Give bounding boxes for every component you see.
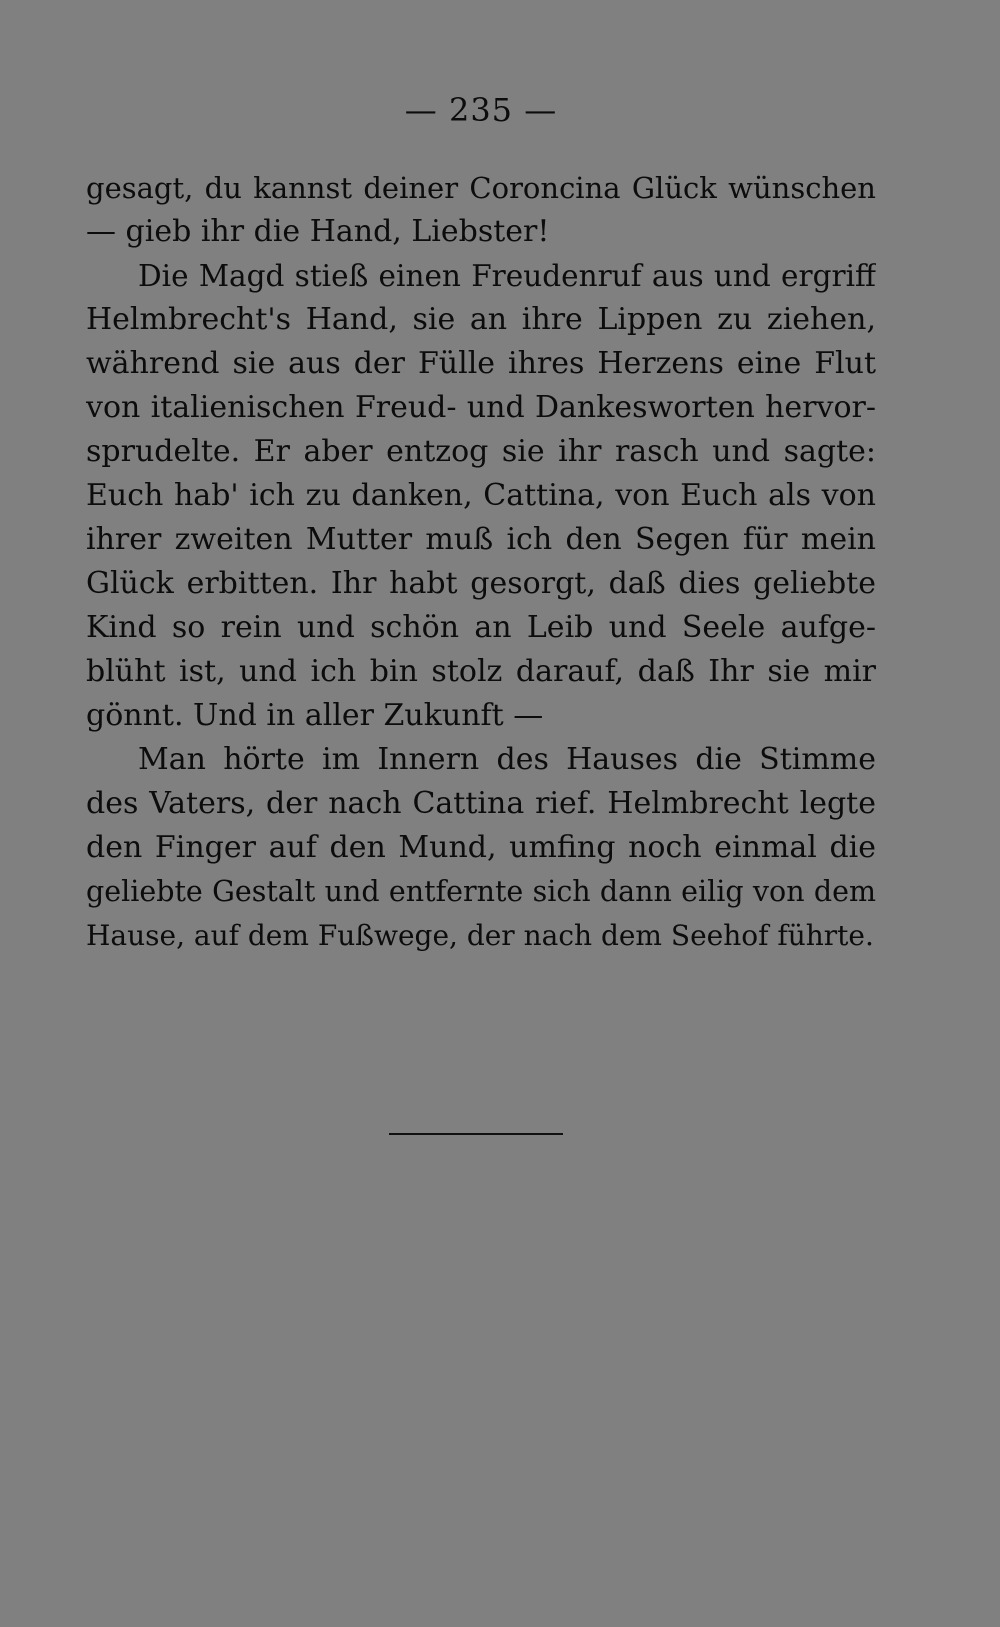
text-line: Kind so rein und schön an Leib und Seele aufge- [86,610,876,645]
text-line: Helmbrecht's Hand, sie an ihre Lippen zu ziehen, [86,302,876,337]
text-line: geliebte Gestalt und entfernte sich dann eilig von dem [86,875,876,908]
text-line: — gieb ihr die Hand, Liebster! [86,214,550,249]
body-text [86,166,876,958]
text-line: von italienischen Freud- und Dankesworten hervor- [86,390,876,425]
book-page [86,0,876,1627]
text-line: während sie aus der Fülle ihres Herzens eine Flut [86,346,876,381]
text-line: ihrer zweiten Mutter muß ich den Segen für mein [86,522,876,557]
text-line: des Vaters, der nach Cattina rief. Helmbrecht legte [86,786,876,821]
text-line: den Finger auf den Mund, umfing noch einmal die [86,830,876,865]
text-line: sprudelte. Er aber entzog sie ihr rasch und sagte: [86,434,876,469]
text-line: Hause, auf dem Fußwege, der nach dem Seehof führte. [86,919,874,952]
text-line: Glück erbitten. Ihr habt gesorgt, daß dies geliebte [86,566,876,601]
page-number: — 235 — [404,91,558,129]
text-line: blüht ist, und ich bin stolz darauf, daß Ihr sie mir [86,654,876,689]
text-line: Man hörte im Innern des Hauses die Stimme [138,742,876,777]
section-end-rule [389,1133,563,1135]
text-line: Euch hab' ich zu danken, Cattina, von Euch als von [86,478,876,513]
text-line: gesagt, du kannst deiner Coroncina Glück wünschen [86,171,876,205]
text-line: gönnt. Und in aller Zukunft — [86,698,544,733]
text-line: Die Magd stieß einen Freudenruf aus und ergriff [138,259,876,293]
